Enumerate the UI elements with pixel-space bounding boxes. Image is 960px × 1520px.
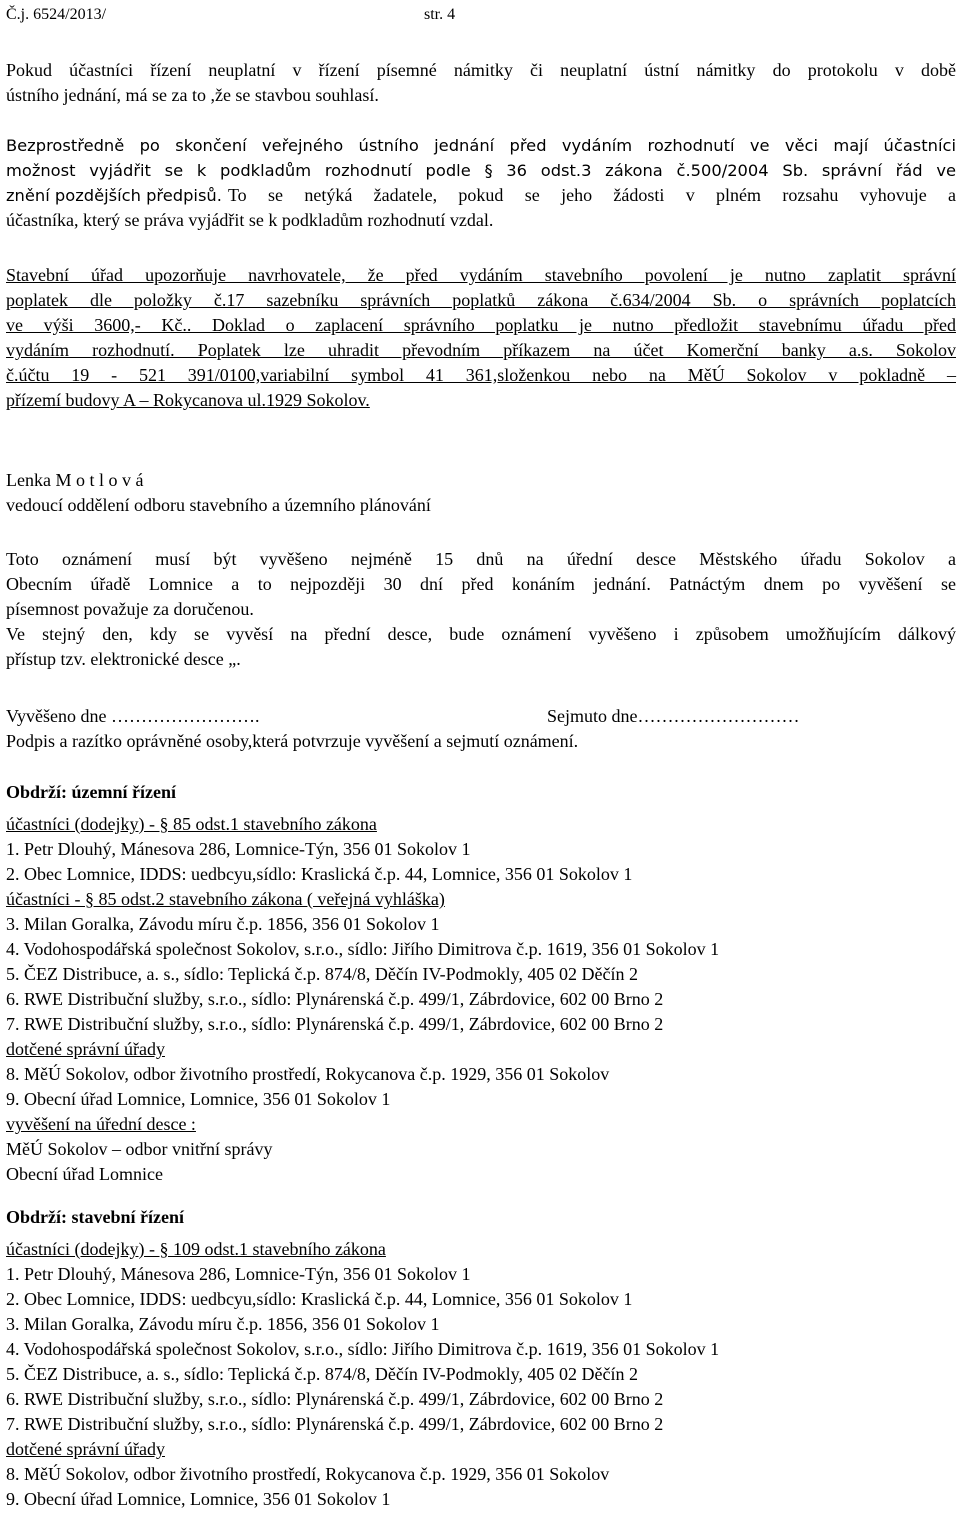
recipients-building bbox=[6, 1205, 956, 1512]
section-title: Obdrží: stavební řízení bbox=[6, 1207, 184, 1227]
text-line: vydáním rozhodnutí. Poplatek lze uhradit převodním příkazem na účet Komerční banky a.s. Sokolov bbox=[6, 340, 956, 360]
list-item: 5. ČEZ Distribuce, a. s., sídlo: Teplická č.p. 874/8, Děčín IV-Podmokly, 405 02 Děčín 2 bbox=[6, 1364, 638, 1384]
text-line: možnost vyjádřit se k podkladům rozhodnutí podle § 36 odst.3 zákona č.500/2004 Sb. správní řád ve bbox=[6, 161, 956, 180]
text-segment: To se netýká žadatele, pokud se jeho žádosti v plném rozsahu vyhovuje a bbox=[227, 185, 956, 205]
list-item: Obecní úřad Lomnice bbox=[6, 1164, 163, 1184]
signature-note: Podpis a razítko oprávněné osoby,která potvrzuje vyvěšení a sejmutí oznámení. bbox=[6, 731, 579, 751]
recipients-zoning bbox=[6, 780, 956, 1187]
list-item: 3. Milan Goralka, Závodu míru č.p. 1856, 356 01 Sokolov 1 bbox=[6, 914, 440, 934]
list-item: 2. Obec Lomnice, IDDS: uedbcyu,sídlo: Kraslická č.p. 44, Lomnice, 356 01 Sokolov 1 bbox=[6, 1289, 633, 1309]
text-line: přístup tzv. elektronické desce „. bbox=[6, 649, 241, 669]
list-item: 6. RWE Distribuční služby, s.r.o., sídlo: Plynárenská č.p. 499/1, Zábrdovice, 602 00 Brno 2 bbox=[6, 989, 664, 1009]
text-line: Toto oznámení musí být vyvěšeno nejméně 15 dnů na úřední desce Městského úřadu Sokolov a bbox=[6, 549, 956, 569]
text-line: poplatek dle položky č.17 sazebníku správních poplatků zákona č.634/2004 Sb. o správních poplatcích bbox=[6, 290, 956, 310]
posting-dates bbox=[6, 704, 956, 754]
list-item: 1. Petr Dlouhý, Mánesova 286, Lomnice-Týn, 356 01 Sokolov 1 bbox=[6, 1264, 471, 1284]
paragraph-fee-notice bbox=[6, 263, 956, 413]
paragraph-objections bbox=[6, 58, 956, 108]
dates-row bbox=[6, 704, 956, 729]
list-item: 7. RWE Distribuční služby, s.r.o., sídlo: Plynárenská č.p. 499/1, Zábrdovice, 602 00 Brno 2 bbox=[6, 1014, 664, 1034]
list-item: 8. MěÚ Sokolov, odbor životního prostředí, Rokycanova č.p. 1929, 356 01 Sokolov bbox=[6, 1064, 610, 1084]
text-line: Ve stejný den, kdy se vyvěsí na přední desce, bude oznámení vyvěšeno i způsobem umožňujícím dálkový bbox=[6, 624, 956, 644]
group-title: vyvěšení na úřední desce : bbox=[6, 1114, 196, 1134]
list-item: 6. RWE Distribuční služby, s.r.o., sídlo: Plynárenská č.p. 499/1, Zábrdovice, 602 00 Brno 2 bbox=[6, 1389, 664, 1409]
list-item: 5. ČEZ Distribuce, a. s., sídlo: Teplická č.p. 874/8, Děčín IV-Podmokly, 405 02 Děčín 2 bbox=[6, 964, 638, 984]
text-segment: znění pozdějších předpisů. bbox=[6, 186, 222, 205]
text-line: ústního jednání, má se za to ,že se stavbou souhlasí. bbox=[6, 85, 379, 105]
group-title: dotčené správní úřady bbox=[6, 1439, 165, 1459]
text-line: písemnost považuje za doručenou. bbox=[6, 599, 254, 619]
signature-block bbox=[6, 468, 956, 518]
group-title: účastníci - § 85 odst.2 stavebního zákona ( veřejná vyhláška) bbox=[6, 889, 445, 909]
list-item: 7. RWE Distribuční služby, s.r.o., sídlo: Plynárenská č.p. 499/1, Zábrdovice, 602 00 Brno 2 bbox=[6, 1414, 664, 1434]
posted-date-field: Vyvěšeno dne ……………………. bbox=[6, 706, 260, 726]
text-line bbox=[6, 183, 956, 208]
text-line: účastníka, který se práva vyjádřit se k podkladům rozhodnutí vzdal. bbox=[6, 210, 494, 230]
text-line: Bezprostředně po skončení veřejného ústního jednání před vydáním rozhodnutí ve věci mají účastníci bbox=[6, 136, 956, 155]
list-item: 4. Vodohospodářská společnost Sokolov, s.r.o., sídlo: Jiřího Dimitrova č.p. 1619, 356 01 Sokolov 1 bbox=[6, 939, 720, 959]
text-line: č.účtu 19 - 521 391/0100,variabilní symbol 41 361,složenkou nebo na MěÚ Sokolov v pokladně – bbox=[6, 365, 956, 385]
text-line: přízemí budovy A – Rokycanova ul.1929 Sokolov. bbox=[6, 390, 370, 410]
list-item: 9. Obecní úřad Lomnice, Lomnice, 356 01 Sokolov 1 bbox=[6, 1089, 391, 1109]
posting-notice bbox=[6, 547, 956, 672]
section-title: Obdrží: územní řízení bbox=[6, 782, 176, 802]
signatory-role: vedoucí oddělení odboru stavebního a územního plánování bbox=[6, 495, 431, 515]
list-item: 9. Obecní úřad Lomnice, Lomnice, 356 01 Sokolov 1 bbox=[6, 1489, 391, 1509]
removed-date-field: Sejmuto dne……………………… bbox=[547, 706, 800, 726]
page-number: str. 4 bbox=[424, 6, 456, 23]
list-item: 2. Obec Lomnice, IDDS: uedbcyu,sídlo: Kraslická č.p. 44, Lomnice, 356 01 Sokolov 1 bbox=[6, 864, 633, 884]
text-line: Pokud účastníci řízení neuplatní v řízení písemné námitky či neuplatní ústní námitky do protokolu v době bbox=[6, 60, 956, 80]
text-line: Obecním úřadě Lomnice a to nejpozději 30 dní před konáním jednání. Patnáctým dnem po vyvěšení se bbox=[6, 574, 956, 594]
text-line: Stavební úřad upozorňuje navrhovatele, že před vydáním stavebního povolení je nutno zaplatit správní bbox=[6, 265, 956, 285]
list-item: 1. Petr Dlouhý, Mánesova 286, Lomnice-Týn, 356 01 Sokolov 1 bbox=[6, 839, 471, 859]
list-item: 3. Milan Goralka, Závodu míru č.p. 1856, 356 01 Sokolov 1 bbox=[6, 1314, 440, 1334]
group-title: dotčené správní úřady bbox=[6, 1039, 165, 1059]
list-item: MěÚ Sokolov – odbor vnitřní správy bbox=[6, 1139, 273, 1159]
group-title: účastníci (dodejky) - § 109 odst.1 stavebního zákona bbox=[6, 1239, 386, 1259]
list-item: 8. MěÚ Sokolov, odbor životního prostředí, Rokycanova č.p. 1929, 356 01 Sokolov bbox=[6, 1464, 610, 1484]
text-line: ve výši 3600,- Kč.. Doklad o zaplacení správního poplatku je nutno předložit stavebnímu úřadu před bbox=[6, 315, 956, 335]
paragraph-hearing bbox=[6, 133, 956, 233]
reference-number: Č.j. 6524/2013/ bbox=[6, 6, 107, 23]
signatory-name: Lenka M o t l o v á bbox=[6, 470, 144, 490]
group-title: účastníci (dodejky) - § 85 odst.1 stavebního zákona bbox=[6, 814, 377, 834]
list-item: 4. Vodohospodářská společnost Sokolov, s.r.o., sídlo: Jiřího Dimitrova č.p. 1619, 356 01 Sokolov 1 bbox=[6, 1339, 720, 1359]
